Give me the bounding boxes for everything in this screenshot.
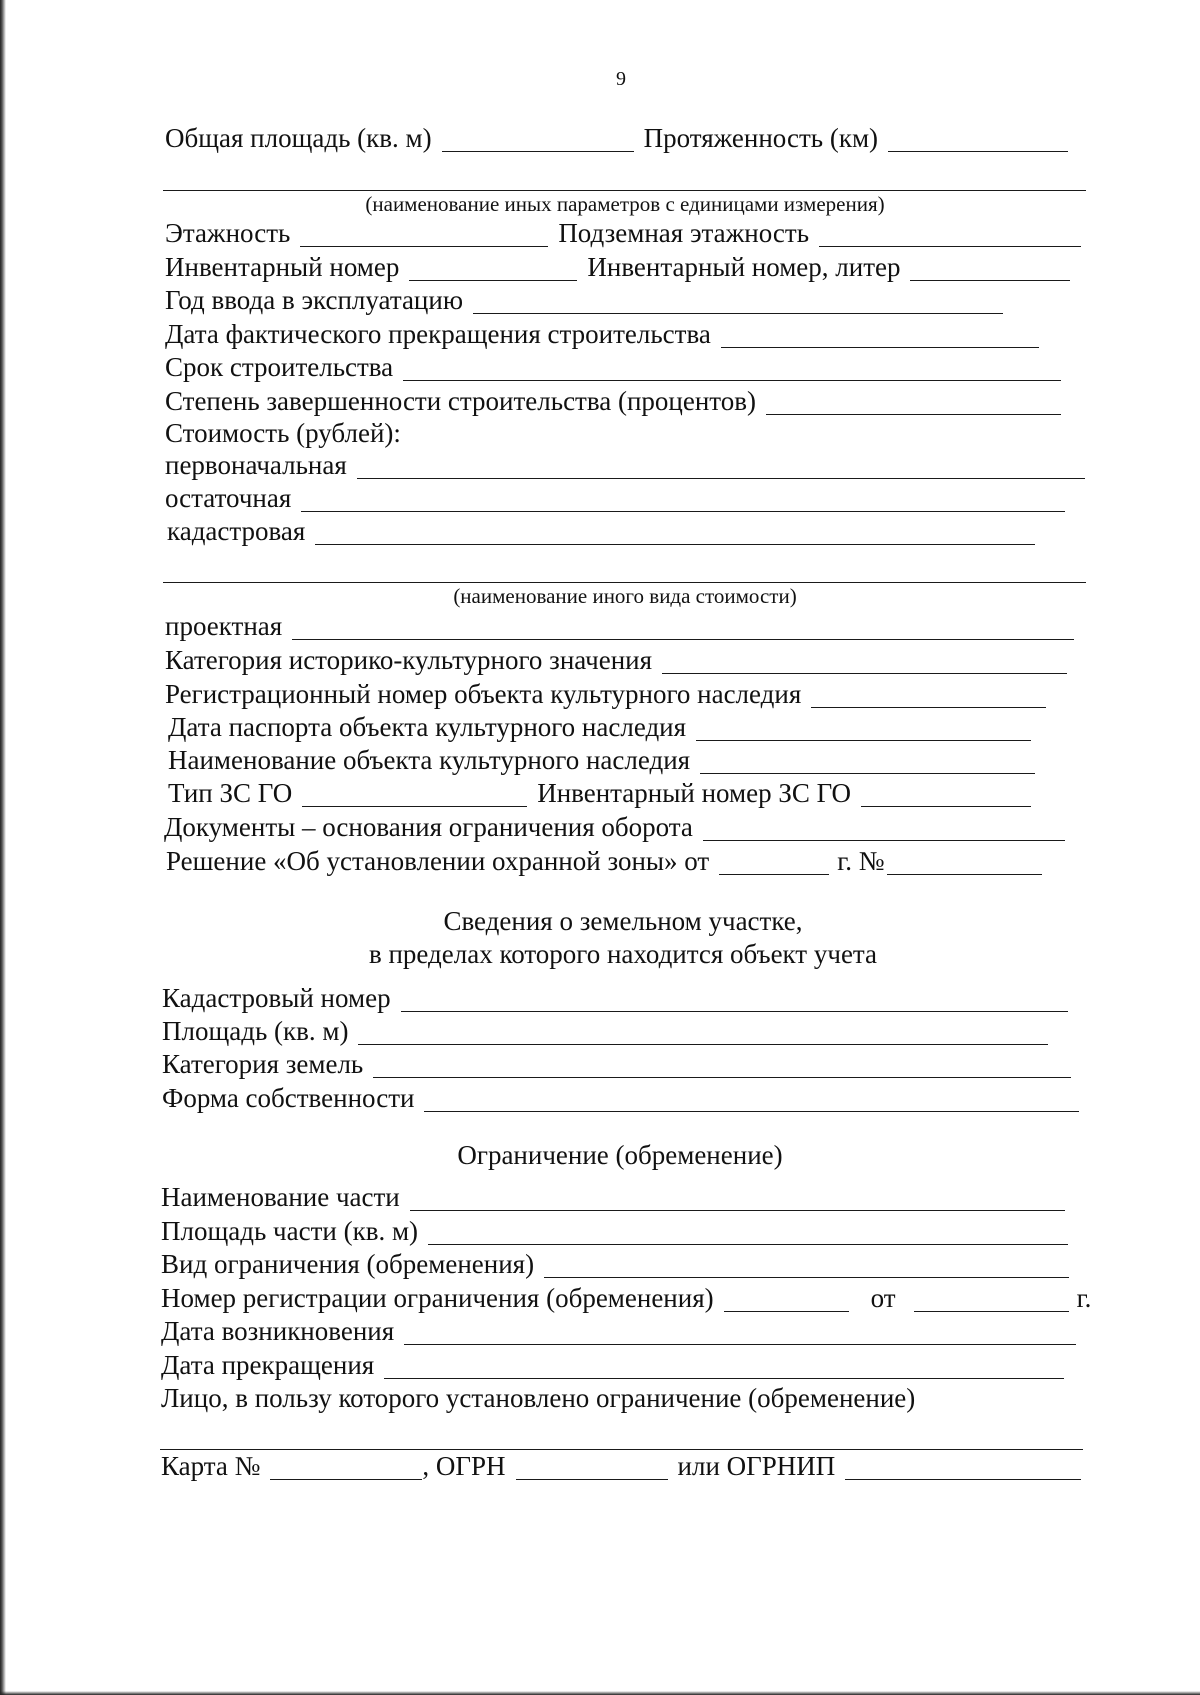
land-heading-line1: Сведения о земельном участке, — [443, 906, 803, 936]
start-date-row — [161, 1315, 1076, 1348]
encumbrance-type-field[interactable] — [544, 1251, 1069, 1278]
floors-label: Этажность — [165, 218, 291, 248]
heritage-name-field[interactable] — [700, 747, 1035, 774]
start-date-field[interactable] — [404, 1318, 1076, 1345]
cadastral-number-label: Кадастровый номер — [162, 983, 391, 1013]
land-category-row — [162, 1048, 1071, 1081]
ogrnip-label: или ОГРНИП — [677, 1451, 836, 1481]
heritage-reg-number-label: Регистрационный номер объекта культурного наследия — [165, 679, 802, 709]
part-name-label: Наименование части — [161, 1182, 400, 1212]
cost-residual-field[interactable] — [301, 485, 1065, 512]
encumbrance-reg-number-label: Номер регистрации ограничения (обременения) — [161, 1283, 714, 1313]
other-params-field[interactable] — [163, 190, 1086, 191]
underground-floors-field[interactable] — [819, 220, 1081, 247]
cadastral-number-row — [162, 982, 1068, 1015]
ownership-form-field[interactable] — [424, 1085, 1079, 1112]
cost-design-field[interactable] — [292, 613, 1074, 640]
cost-residual-row — [165, 482, 1065, 515]
construction-stop-date-field[interactable] — [721, 321, 1039, 348]
turnover-restriction-docs-field[interactable] — [703, 814, 1065, 841]
encumbrance-heading: Ограничение (обременение) — [457, 1140, 783, 1170]
start-date-label: Дата возникновения — [161, 1316, 395, 1346]
card-number-field[interactable] — [270, 1453, 422, 1480]
protection-zone-date-field[interactable] — [719, 848, 829, 875]
construction-stop-row — [165, 318, 1039, 351]
cost-cadastral-row — [167, 515, 1035, 548]
heritage-name-label: Наименование объекта культурного наследия — [168, 745, 691, 775]
construction-term-row — [165, 351, 1061, 384]
cost-cadastral-label: кадастровая — [167, 516, 306, 546]
other-params-caption: (наименование иных параметров с единицами измерения) — [365, 192, 885, 216]
inventory-number-label: Инвентарный номер — [165, 252, 400, 282]
turnover-restriction-docs-label: Документы – основания ограничения оборота — [164, 812, 693, 842]
end-date-row — [161, 1349, 1064, 1382]
year-number-label: г. № — [837, 846, 885, 876]
completion-degree-row — [165, 385, 1061, 418]
commissioning-year-row — [165, 284, 1003, 317]
civil-defense-type-label: Тип ЗС ГО — [168, 778, 293, 808]
civil-defense-row — [168, 777, 1031, 810]
protection-zone-decision-label: Решение «Об установлении охранной зоны» от — [166, 846, 710, 876]
encumbrance-reg-row — [161, 1282, 1091, 1315]
cost-residual-label: остаточная — [165, 483, 292, 513]
beneficiary-label: Лицо, в пользу которого установлено ограничение (обременение) — [161, 1383, 916, 1413]
cadastral-number-field[interactable] — [401, 985, 1068, 1012]
protection-zone-number-field[interactable] — [887, 848, 1042, 875]
part-area-label: Площадь части (кв. м) — [161, 1216, 419, 1246]
cost-cadastral-field[interactable] — [315, 518, 1035, 545]
construction-term-label: Срок строительства — [165, 352, 394, 382]
encumbrance-reg-number-field[interactable] — [724, 1285, 849, 1312]
construction-term-field[interactable] — [403, 354, 1061, 381]
heritage-passport-date-label: Дата паспорта объекта культурного наследия — [168, 712, 687, 742]
floors-row — [165, 217, 1081, 250]
ogrnip-field[interactable] — [845, 1453, 1081, 1480]
cost-design-row — [165, 610, 1074, 643]
commissioning-year-label: Год ввода в эксплуатацию — [165, 285, 464, 315]
heritage-category-field[interactable] — [662, 647, 1067, 674]
page-number: 9 — [616, 68, 626, 90]
part-area-field[interactable] — [428, 1218, 1068, 1245]
encumbrance-type-label: Вид ограничения (обременения) — [161, 1249, 535, 1279]
area-length-row — [165, 122, 1068, 155]
other-cost-caption: (наименование иного вида стоимости) — [453, 584, 797, 608]
year-suffix-label: г. — [1076, 1283, 1092, 1313]
inventory-number-letter-label: Инвентарный номер, литер — [587, 252, 901, 282]
cost-label: Стоимость (рублей): — [165, 418, 401, 448]
completion-degree-field[interactable] — [766, 388, 1061, 415]
ownership-form-label: Форма собственности — [162, 1083, 415, 1113]
land-category-label: Категория земель — [162, 1049, 364, 1079]
card-ogrn-row — [161, 1450, 1081, 1483]
card-label: Карта № — [161, 1451, 261, 1481]
encumbrance-type-row — [161, 1248, 1069, 1281]
heritage-name-row — [168, 744, 1035, 777]
commissioning-year-field[interactable] — [473, 287, 1003, 314]
protection-zone-row — [166, 845, 1042, 878]
area-field[interactable] — [442, 125, 634, 152]
end-date-field[interactable] — [384, 1352, 1064, 1379]
encumbrance-reg-date-field[interactable] — [914, 1285, 1069, 1312]
cost-initial-field[interactable] — [357, 452, 1085, 479]
land-area-row — [162, 1015, 1048, 1048]
civil-defense-inventory-label: Инвентарный номер ЗС ГО — [537, 778, 852, 808]
ownership-form-row — [162, 1082, 1079, 1115]
underground-floors-label: Подземная этажность — [558, 218, 810, 248]
area-label: Общая площадь (кв. м) — [165, 123, 432, 153]
cost-initial-row — [165, 449, 1085, 482]
inventory-row — [165, 251, 1070, 284]
construction-stop-date-label: Дата фактического прекращения строительства — [165, 319, 711, 349]
ogrn-field[interactable] — [516, 1453, 668, 1480]
heritage-reg-number-field[interactable] — [811, 681, 1046, 708]
other-cost-field[interactable] — [163, 582, 1086, 583]
completion-degree-label: Степень завершенности строительства (процентов) — [165, 386, 756, 416]
heritage-reg-row — [165, 678, 1046, 711]
from-label: от — [870, 1283, 896, 1313]
beneficiary-row — [161, 1382, 915, 1415]
turnover-docs-row — [164, 811, 1065, 844]
cost-design-label: проектная — [165, 611, 283, 641]
cost-initial-label: первоначальная — [165, 450, 347, 480]
part-area-row — [161, 1215, 1068, 1248]
length-field[interactable] — [888, 125, 1068, 152]
land-area-field[interactable] — [358, 1018, 1048, 1045]
land-category-field[interactable] — [373, 1051, 1071, 1078]
inventory-number-field[interactable] — [409, 254, 577, 281]
heritage-category-row — [165, 644, 1067, 677]
part-name-row — [161, 1181, 1065, 1214]
length-label: Протяженность (км) — [643, 123, 879, 153]
civil-defense-inventory-field[interactable] — [861, 780, 1031, 807]
end-date-label: Дата прекращения — [161, 1350, 375, 1380]
heritage-passport-row — [168, 711, 1031, 744]
ogrn-label: , ОГРН — [422, 1451, 506, 1481]
inventory-number-letter-field[interactable] — [910, 254, 1070, 281]
cost-heading-row — [165, 417, 401, 450]
land-heading-line2: в пределах которого находится объект учета — [368, 939, 878, 969]
heritage-category-label: Категория историко-культурного значения — [165, 645, 653, 675]
heritage-passport-date-field[interactable] — [696, 714, 1031, 741]
floors-field[interactable] — [300, 220, 548, 247]
part-name-field[interactable] — [410, 1184, 1065, 1211]
civil-defense-type-field[interactable] — [302, 780, 527, 807]
land-area-label: Площадь (кв. м) — [162, 1016, 349, 1046]
